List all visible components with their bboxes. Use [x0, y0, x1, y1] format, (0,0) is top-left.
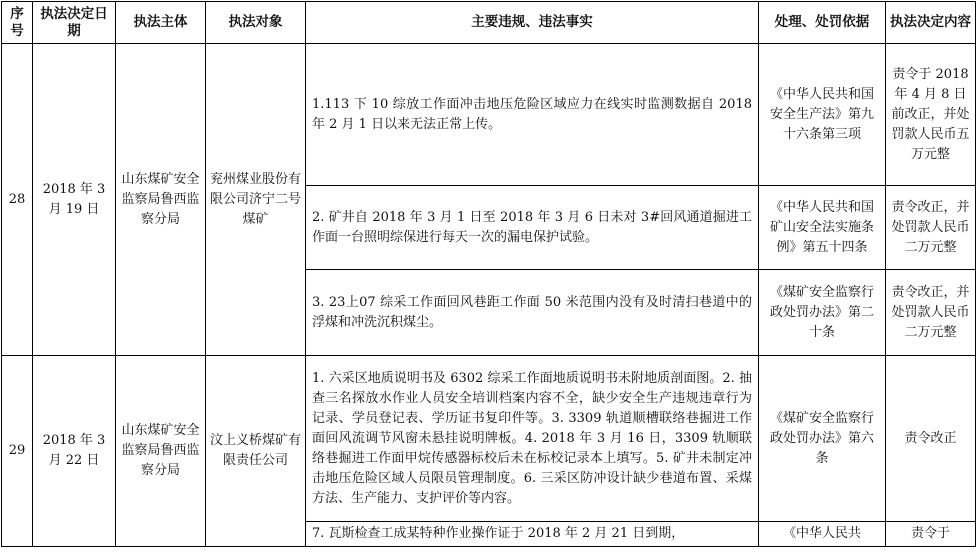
header-facts: 主要违规、违法事实 [306, 2, 759, 44]
record-subject: 山东煤矿安全监察局鲁西监察分局 [116, 44, 206, 356]
record-no: 28 [2, 44, 33, 356]
decision-content: 责令改正，并处罚款人民币二万元整 [886, 270, 976, 356]
record-subject: 山东煤矿安全监察局鲁西监察分局 [116, 356, 206, 547]
header-date: 执法决定日期 [33, 2, 116, 44]
decision-content: 责令于 2018 年 4 月 8 日前改正，并处罚款人民币五万元整 [886, 44, 976, 186]
violation-fact: 1.113 下 10 综放工作面冲击地压危险区域应力在线实时监测数据自 2018 年 2 月 1 日以来无法正常上传。 [306, 44, 759, 186]
header-target: 执法对象 [206, 2, 306, 44]
penalty-basis: 《煤矿安全监察行政处罚办法》第二十条 [759, 270, 886, 356]
record-target: 兖州煤业股份有限公司济宁二号煤矿 [206, 44, 306, 356]
penalty-basis: 《中华人民共和国安全生产法》第九十六条第三项 [759, 44, 886, 186]
header-content: 执法决定内容 [886, 2, 976, 44]
enforcement-table [1, 1, 976, 547]
decision-content: 责令改正，并处罚款人民币二万元整 [886, 186, 976, 270]
penalty-basis: 《中华人民共和国矿山安全法实施条例》第五十四条 [759, 186, 886, 270]
table-row [2, 44, 976, 186]
violation-fact: 3. 23上07 综采工作面回风巷距工作面 50 米范围内没有及时清扫巷道中的浮煤和冲洗沉积煤尘。 [306, 270, 759, 356]
header-subject: 执法主体 [116, 2, 206, 44]
penalty-basis: 《煤矿安全监察行政处罚办法》第六条 [759, 356, 886, 522]
record-date: 2018 年 3 月 19 日 [33, 44, 116, 356]
record-no: 29 [2, 356, 33, 547]
record-target: 汶上义桥煤矿有限责任公司 [206, 356, 306, 547]
violation-fact: 7. 瓦斯检查工成某特种作业操作证于 2018 年 2 月 21 日到期， [306, 522, 759, 547]
header-basis: 处理、处罚依据 [759, 2, 886, 44]
header-no: 序号 [2, 2, 33, 44]
decision-content: 责令改正 [886, 356, 976, 522]
header-row [2, 2, 976, 44]
record-date: 2018 年 3 月 22 日 [33, 356, 116, 547]
violation-fact: 2. 矿井自 2018 年 3 月 1 日至 2018 年 3 月 6 日未对 3#回风通道掘进工作面一台照明综保进行每天一次的漏电保护试验。 [306, 186, 759, 270]
violation-fact: 1. 六采区地质说明书及 6302 综采工作面地质说明书未附地质剖面图。2. 抽查三名探放水作业人员安全培训档案内容不全，缺少安全生产违规违章行为记录、学员登记表、学历证书复印件等。3. 3309 轨道顺槽联络巷掘进工作面回风流调节风窗未悬挂说明牌板。4. 2018 年 3 月 16 日，3309 轨顺联络巷掘进工作面甲烷传感器标校后未在标校记录本上填写。5. 矿井未制定冲击地压危险区域人员限员管理制度。6. 三采区防冲设计缺少巷道布置、采煤方法、生产能力、支护评价等内容。 [306, 356, 759, 522]
decision-content: 责令于 [886, 522, 976, 547]
penalty-basis: 《中华人民共 [759, 522, 886, 547]
table-row [2, 356, 976, 522]
